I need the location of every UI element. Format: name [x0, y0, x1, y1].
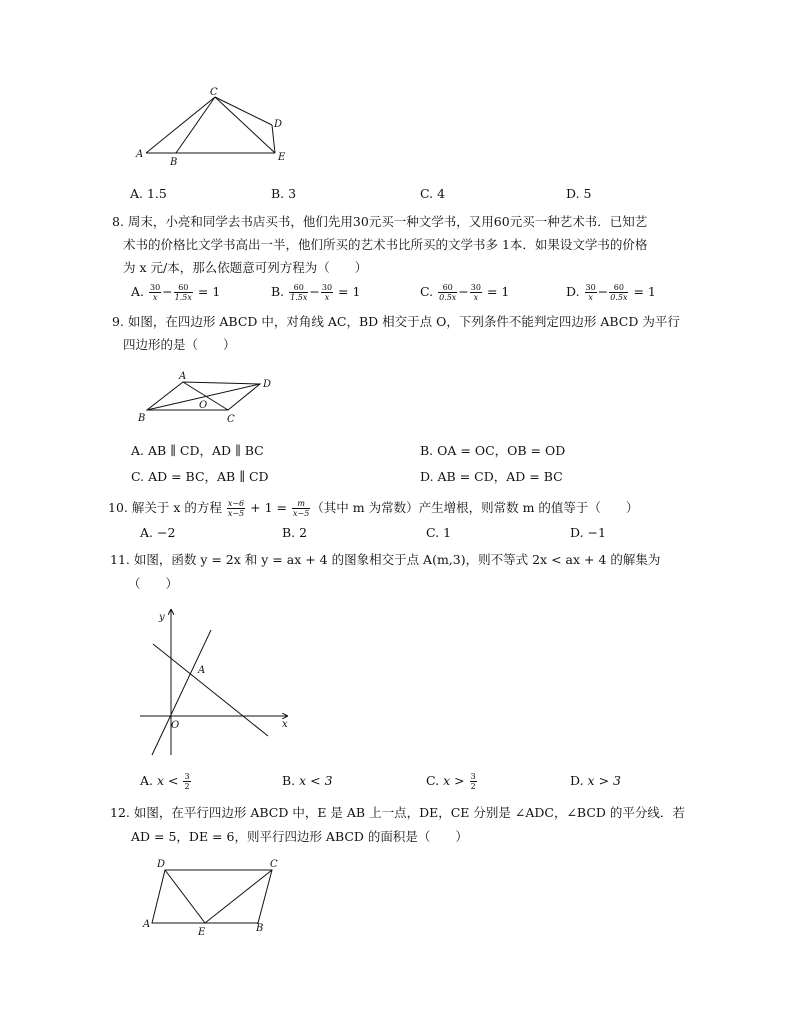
q12-text-line1: 12. 如图，在平行四边形 ABCD 中，E 是 AB 上一点，DE，CE 分别是 ∠ADC，∠BCD 的平分线．若: [110, 805, 685, 820]
label-b: B: [170, 157, 178, 168]
figure-q11: [135, 600, 295, 760]
q11-option-d[interactable]: D. x > 3: [570, 773, 621, 788]
q7-option-c[interactable]: C. 4: [420, 186, 446, 201]
q12-text-line2: AD = 5，DE = 6，则平行四边形 ABCD 的面积是（ ）: [131, 829, 468, 844]
q8-text-line2: 术书的价格比文学书高出一半，他们所买的艺术书比所买的文学书多 1本．如果设文学书的价格: [123, 237, 648, 252]
figure-q7: [130, 85, 300, 170]
label-e: E: [278, 152, 286, 163]
q10-option-b[interactable]: B. 2: [282, 525, 308, 540]
label-a: A: [136, 149, 144, 160]
figure-q12: [140, 855, 285, 940]
label-x: x: [282, 719, 288, 730]
q10-option-d[interactable]: D. −1: [570, 525, 606, 540]
q9-text-line1: 9. 如图，在四边形 ABCD 中，对角线 AC，BD 相交于点 O，下列条件不能判定四边形 ABCD 为平行: [112, 314, 680, 329]
q11-option-c[interactable]: C. x > $\frac{3}{2}$: [426, 772, 476, 791]
label-c: C: [270, 859, 278, 870]
label-o: O: [171, 720, 180, 731]
q11-option-a[interactable]: A. x < $\frac{3}{2}$: [140, 772, 190, 791]
label-d: D: [263, 379, 272, 390]
q11-text-line2: （ ）: [128, 576, 179, 591]
q9-option-c[interactable]: C. AD = BC，AB ∥ CD: [131, 469, 269, 484]
q11-option-b[interactable]: B. x < 3: [282, 773, 333, 788]
q8-option-a[interactable]: A. $\frac{30}{x}$ − $\frac{60}{1.5x}$ = 1: [131, 283, 221, 302]
label-y: y: [159, 612, 165, 623]
q8-option-d[interactable]: D. $\frac{30}{x}$ − $\frac{60}{0.5x}$ = 1: [566, 283, 656, 302]
label-d: D: [274, 119, 283, 130]
label-a: A: [179, 371, 187, 382]
q7-option-d[interactable]: D. 5: [566, 186, 592, 201]
q9-option-a[interactable]: A. AB ∥ CD，AD ∥ BC: [131, 443, 264, 458]
q9-option-d[interactable]: D. AB = CD，AD = BC: [420, 469, 563, 484]
label-d: D: [157, 859, 166, 870]
q10-text: 10. 解关于 x 的方程 $\frac{x-6}{x-5}$ + 1 = $\frac{m}{x-5}$ （其中 m 为常数）产生增根，则常数 m 的值等于（ ）: [108, 499, 639, 518]
label-c: C: [210, 87, 218, 98]
q10-option-c[interactable]: C. 1: [426, 525, 452, 540]
label-b: B: [138, 413, 146, 424]
figure-q9: [135, 370, 280, 425]
q8-text-line3: 为 x 元/本，那么依题意可列方程为（ ）: [123, 260, 368, 275]
q8-option-c[interactable]: C. $\frac{60}{0.5x}$ − $\frac{30}{x}$ = 1: [420, 283, 510, 302]
q9-text-line2: 四边形的是（ ）: [123, 337, 236, 352]
q7-option-a[interactable]: A. 1.5: [130, 186, 167, 201]
label-b: B: [256, 923, 264, 934]
label-c: C: [227, 414, 235, 425]
q11-text-line1: 11. 如图，函数 y = 2x 和 y = ax + 4 的图象相交于点 A(m,3)，则不等式 2x < ax + 4 的解集为: [110, 552, 661, 567]
q8-option-b[interactable]: B. $\frac{60}{1.5x}$ − $\frac{30}{x}$ = 1: [271, 283, 361, 302]
label-a: A: [198, 665, 206, 676]
q9-option-b[interactable]: B. OA = OC，OB = OD: [420, 443, 566, 458]
label-e: E: [198, 927, 206, 938]
q7-option-b[interactable]: B. 3: [271, 186, 297, 201]
q8-text-line1: 8. 周末，小亮和同学去书店买书，他们先用30元买一种文学书，又用60元买一种艺术书．已知艺: [112, 214, 648, 229]
label-a: A: [143, 919, 151, 930]
q10-option-a[interactable]: A. −2: [140, 525, 176, 540]
label-o: O: [199, 400, 208, 411]
